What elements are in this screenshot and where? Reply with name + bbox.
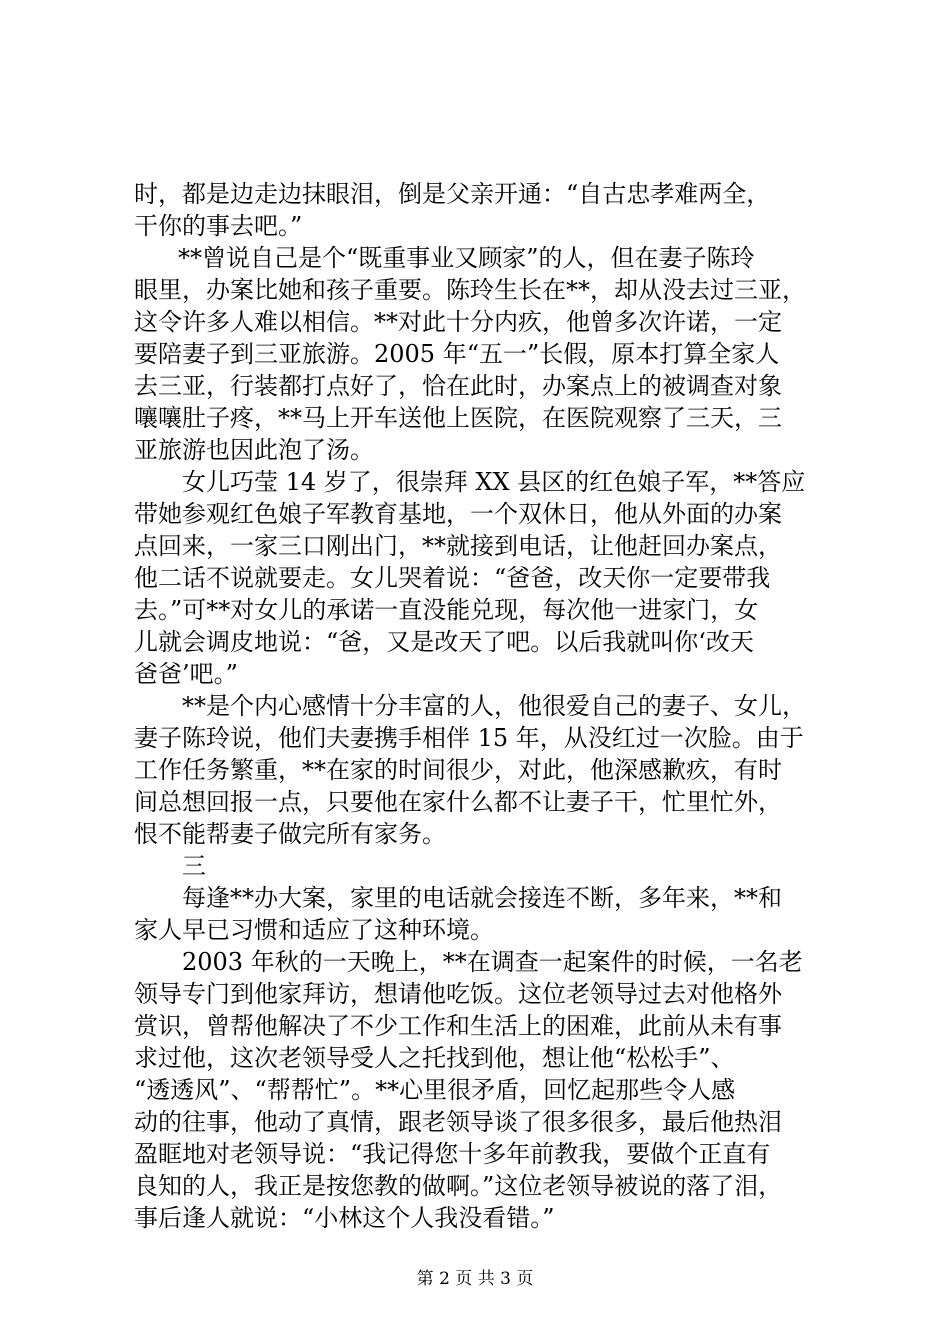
body-text-line: 亚旅游也因此泡了汤。	[134, 436, 374, 464]
body-text-line: 女儿巧莹 14 岁了，很崇拜 XX 县区的红色娘子军，**答应	[182, 468, 806, 496]
body-text-line: **是个内心感情十分丰富的人，他很爱自己的妻子、女儿，	[182, 692, 806, 720]
body-text-line: 妻子陈玲说，他们夫妻携手相伴 15 年，从没红过一次脸。由于	[134, 724, 804, 752]
body-text-line: 时，都是边走边抹眼泪，倒是父亲开通：“自古忠孝难两全，	[134, 180, 771, 208]
body-text-line: 工作任务繁重，**在家的时间很少，对此，他深感歉疚，有时	[134, 756, 782, 784]
body-text-line: 嚷嚷肚子疼，**马上开车送他上医院，在医院观察了三天，三	[134, 404, 782, 432]
body-text-line: 间总想回报一点，只要他在家什么都不让妻子干，忙里忙外，	[134, 788, 782, 816]
body-text-line: 动的往事，他动了真情，跟老领导谈了很多很多，最后他热泪	[134, 1108, 782, 1136]
body-text-line: 良知的人，我正是按您教的做啊。”这位老领导被说的落了泪，	[134, 1172, 783, 1200]
section-heading: 三	[182, 852, 206, 880]
body-text-line: 盈眶地对老领导说：“我记得您十多年前教我，要做个正直有	[134, 1140, 771, 1168]
body-text-line: 每逢**办大案，家里的电话就会接连不断，多年来，**和	[182, 884, 782, 912]
body-text-line: 去。”可**对女儿的承诺一直没能兑现，每次他一进家门，女	[134, 596, 759, 624]
body-text-line: 眼里，办案比她和孩子重要。陈玲生长在**，却从没去过三亚，	[134, 276, 806, 304]
body-text-line: 这令许多人难以相信。**对此十分内疚，他曾多次许诺，一定	[134, 308, 782, 336]
body-text-line: 求过他，这次老领导受人之托找到他，想让他“松松手”、	[134, 1044, 735, 1072]
body-text-line: 儿就会调皮地说：“爸，又是改天了吧。以后我就叫你‘改天	[134, 628, 754, 656]
page-number-footer: 第 2 页 共 3 页	[416, 1269, 534, 1289]
body-text-line: 要陪妻子到三亚旅游。2005 年“五一”长假，原本打算全家人	[134, 340, 780, 368]
body-text-line: 家人早已习惯和适应了这种环境。	[134, 916, 494, 944]
body-text-line: 干你的事去吧。”	[134, 212, 303, 240]
body-text-line: 事后逢人就说：“小林这个人我没看错。”	[134, 1204, 555, 1232]
body-text-line: 点回来，一家三口刚出门，**就接到电话，让他赶回办案点，	[134, 532, 782, 560]
body-text-line: **曾说自己是个“既重事业又顾家”的人，但在妻子陈玲	[178, 244, 755, 272]
body-text-line: 他二话不说就要走。女儿哭着说：“爸爸，改天你一定要带我	[134, 564, 771, 592]
body-text-line: 恨不能帮妻子做完所有家务。	[134, 820, 446, 848]
body-text-line: 赏识，曾帮他解决了不少工作和生活上的困难，此前从未有事	[134, 1012, 782, 1040]
body-text-line: “透透风”、“帮帮忙”。**心里很矛盾，回忆起那些令人感	[134, 1076, 736, 1104]
body-text-line: 2003 年秋的一天晚上，**在调查一起案件的时候，一名老	[182, 948, 803, 976]
body-text-line: 爸爸’吧。”	[134, 660, 238, 688]
body-text-line: 领导专门到他家拜访，想请他吃饭。这位老领导过去对他格外	[134, 980, 782, 1008]
body-text-line: 去三亚，行装都打点好了，恰在此时，办案点上的被调查对象	[134, 372, 782, 400]
body-text-line: 带她参观红色娘子军教育基地，一个双休日，他从外面的办案	[134, 500, 782, 528]
